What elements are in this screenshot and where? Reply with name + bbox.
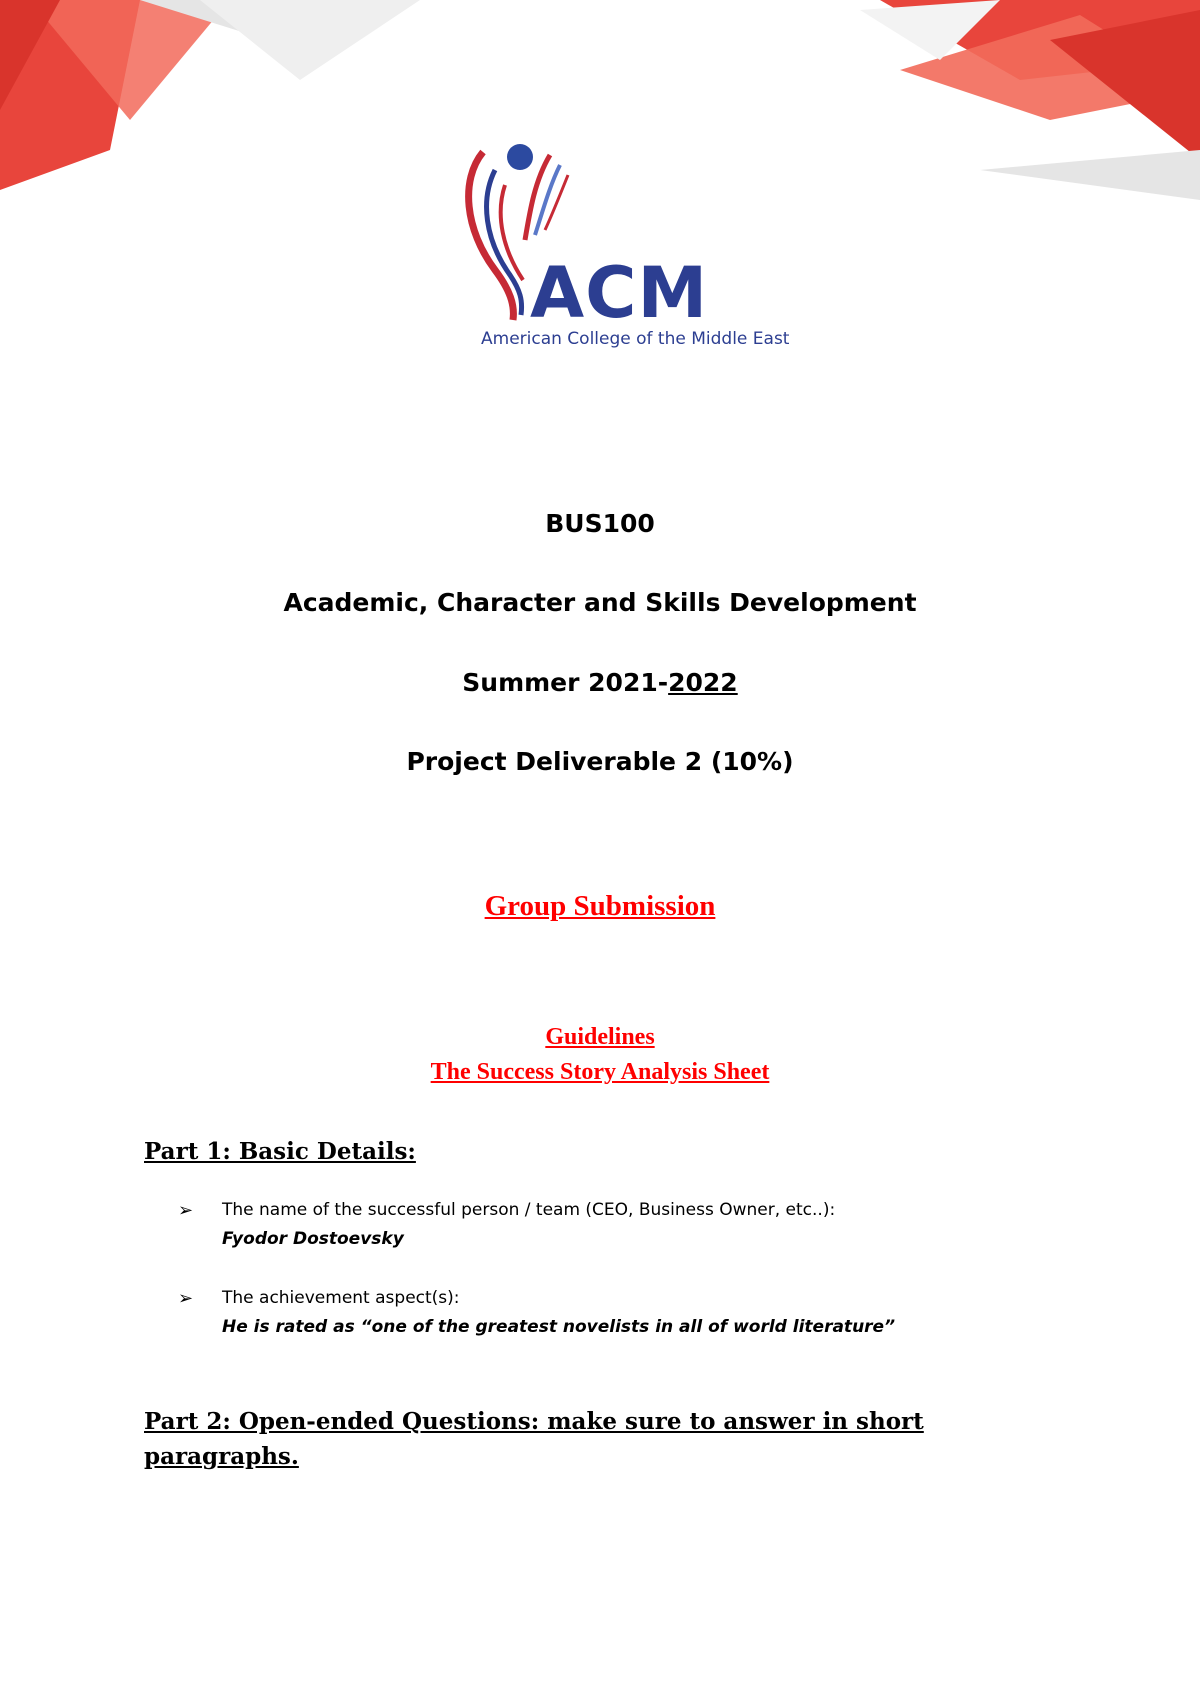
item-answer: Fyodor Dostoevsky: [222, 1229, 404, 1249]
part2-title-line1: Part 2: Open-ended Questions: make sure to answer in short: [144, 1408, 924, 1435]
term: [0, 667, 1200, 699]
part2-title-line2: paragraphs.: [144, 1443, 299, 1470]
guidelines-subtitle: The Success Story Analysis Sheet: [430, 1059, 770, 1085]
guidelines-title: Guidelines: [545, 1024, 655, 1050]
course-code: BUS100: [545, 509, 655, 538]
item-answer: He is rated as “one of the greatest novelists in all of world literature”: [222, 1317, 896, 1337]
deliverable-title: Project Deliverable 2 (10%): [406, 747, 794, 776]
arrow-bullet-icon: ➢: [178, 1288, 194, 1309]
course-title: Academic, Character and Skills Development: [283, 588, 917, 617]
arrow-bullet-icon: ➢: [178, 1200, 194, 1221]
logo-acronym: ACM: [530, 252, 709, 334]
part1-title: Part 1: Basic Details:: [144, 1138, 416, 1165]
item-label: The name of the successful person / team (CEO, Business Owner, etc..):: [222, 1200, 836, 1220]
submission-type: Group Submission: [484, 890, 716, 922]
logo-full-name: American College of the Middle East: [481, 329, 790, 349]
term-year: 2022: [668, 668, 738, 697]
term-prefix: Summer 2021-: [462, 668, 669, 697]
item-label: The achievement aspect(s):: [222, 1288, 460, 1308]
